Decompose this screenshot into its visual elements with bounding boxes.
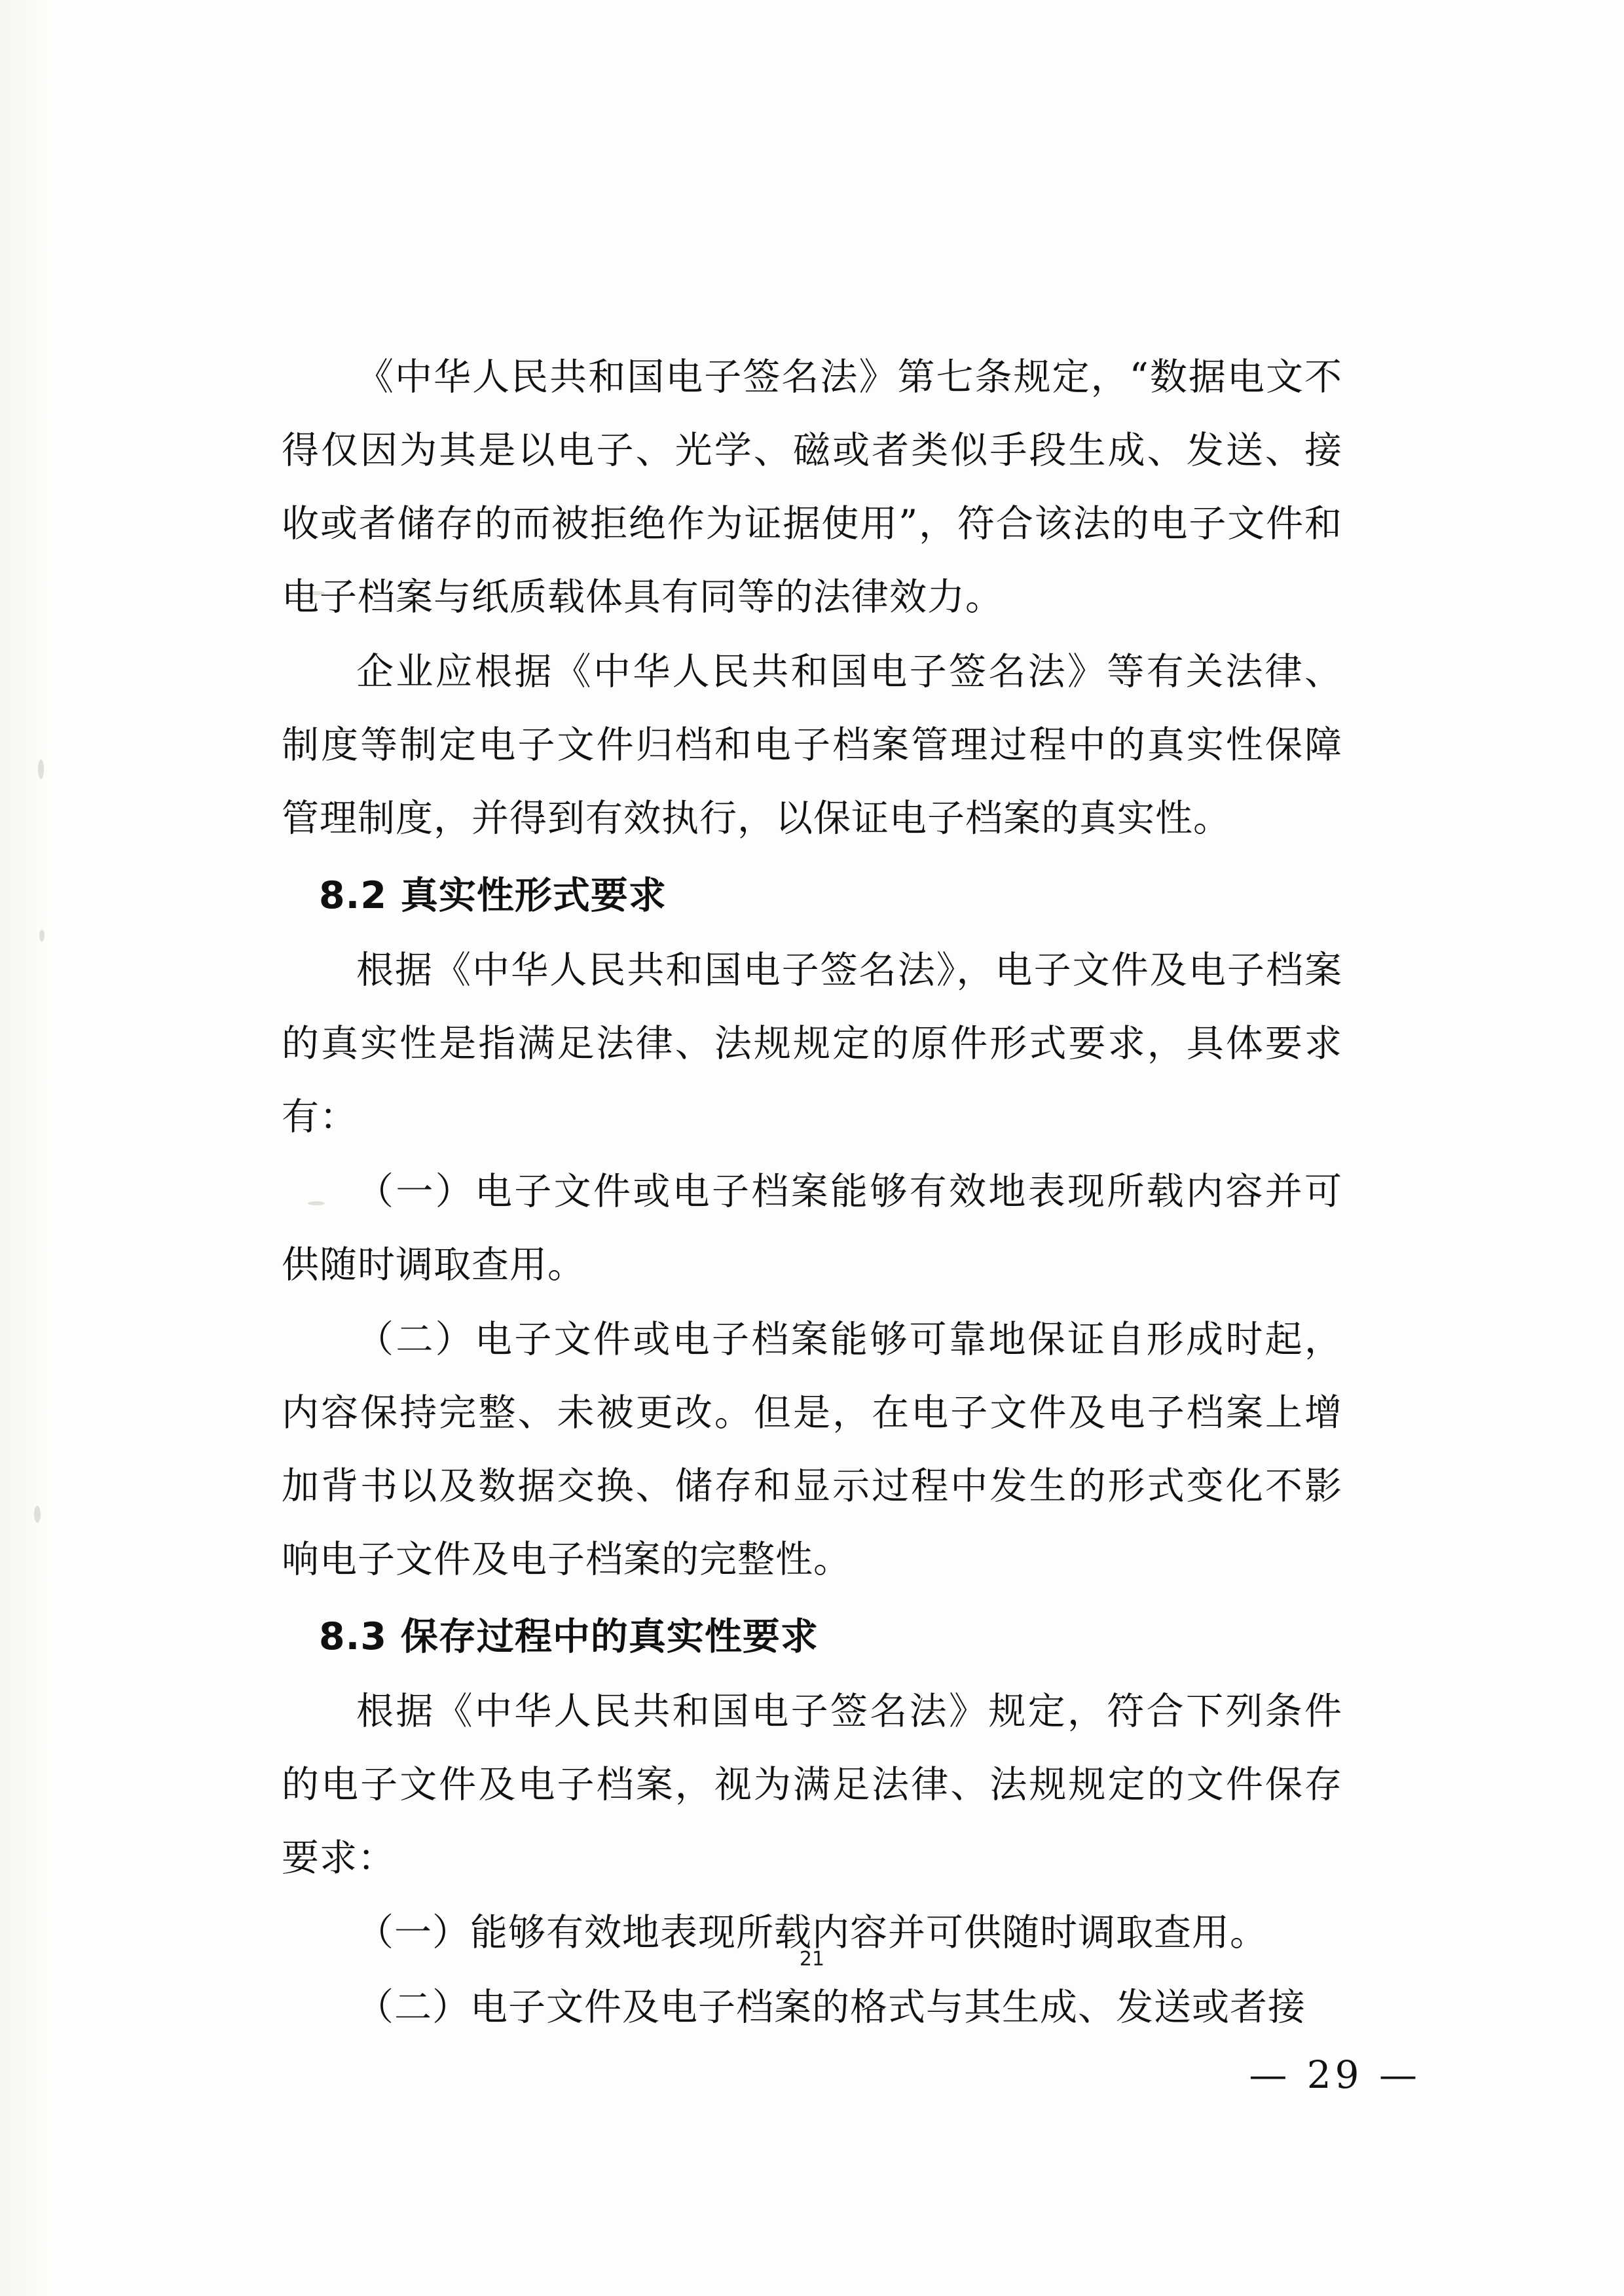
paragraph-8-2-item-2: （二）电子文件或电子档案能够可靠地保证自形成时起，内容保持完整、未被更改。但是，在电子文件及电子档案上增加背书以及数据交换、储存和显示过程中发生的形式变化不影响电子文件及电子档案的完整性。	[282, 1318, 1342, 1581]
scan-speck	[34, 1506, 41, 1523]
outer-page-number: — 29 —	[1249, 2052, 1421, 2097]
paragraph-8-2-item-1: （一）电子文件或电子档案能够有效地表现所载内容并可供随时调取查用。	[282, 1170, 1342, 1286]
paragraph-8-3-intro: 根据《中华人民共和国电子签名法》规定，符合下列条件的电子文件及电子档案，视为满足法律、法规规定的文件保存要求：	[282, 1690, 1342, 1880]
scan-speck	[39, 930, 45, 941]
inner-page-number: 21	[799, 1948, 825, 1971]
scan-speck	[38, 759, 44, 779]
paragraph-signature-law-quote: 《中华人民共和国电子签名法》第七条规定，“数据电文不得仅因为其是以电子、光学、磁或者类似手段生成、发送、接收或者储存的而被拒绝作为证据使用”，符合该法的电子文件和电子档案与纸质载体具有同等的法律效力。	[282, 355, 1342, 619]
paragraph-8-3-item-1: （一）能够有效地表现所载内容并可供随时调取查用。	[356, 1911, 1268, 1954]
paragraph-8-3-item-2: （二）电子文件及电子档案的格式与其生成、发送或者接	[356, 1986, 1306, 2029]
paragraph-enterprise-requirement: 企业应根据《中华人民共和国电子签名法》等有关法律、制度等制定电子文件归档和电子档案管理过程中的真实性保障管理制度，并得到有效执行，以保证电子档案的真实性。	[282, 650, 1342, 840]
document-body	[282, 340, 1342, 2045]
heading-8-2: 8.2 真实性形式要求	[319, 874, 667, 917]
heading-8-3: 8.3 保存过程中的真实性要求	[319, 1615, 819, 1658]
paragraph-8-2-intro: 根据《中华人民共和国电子签名法》，电子文件及电子档案的真实性是指满足法律、法规规定的原件形式要求，具体要求有：	[282, 949, 1342, 1139]
